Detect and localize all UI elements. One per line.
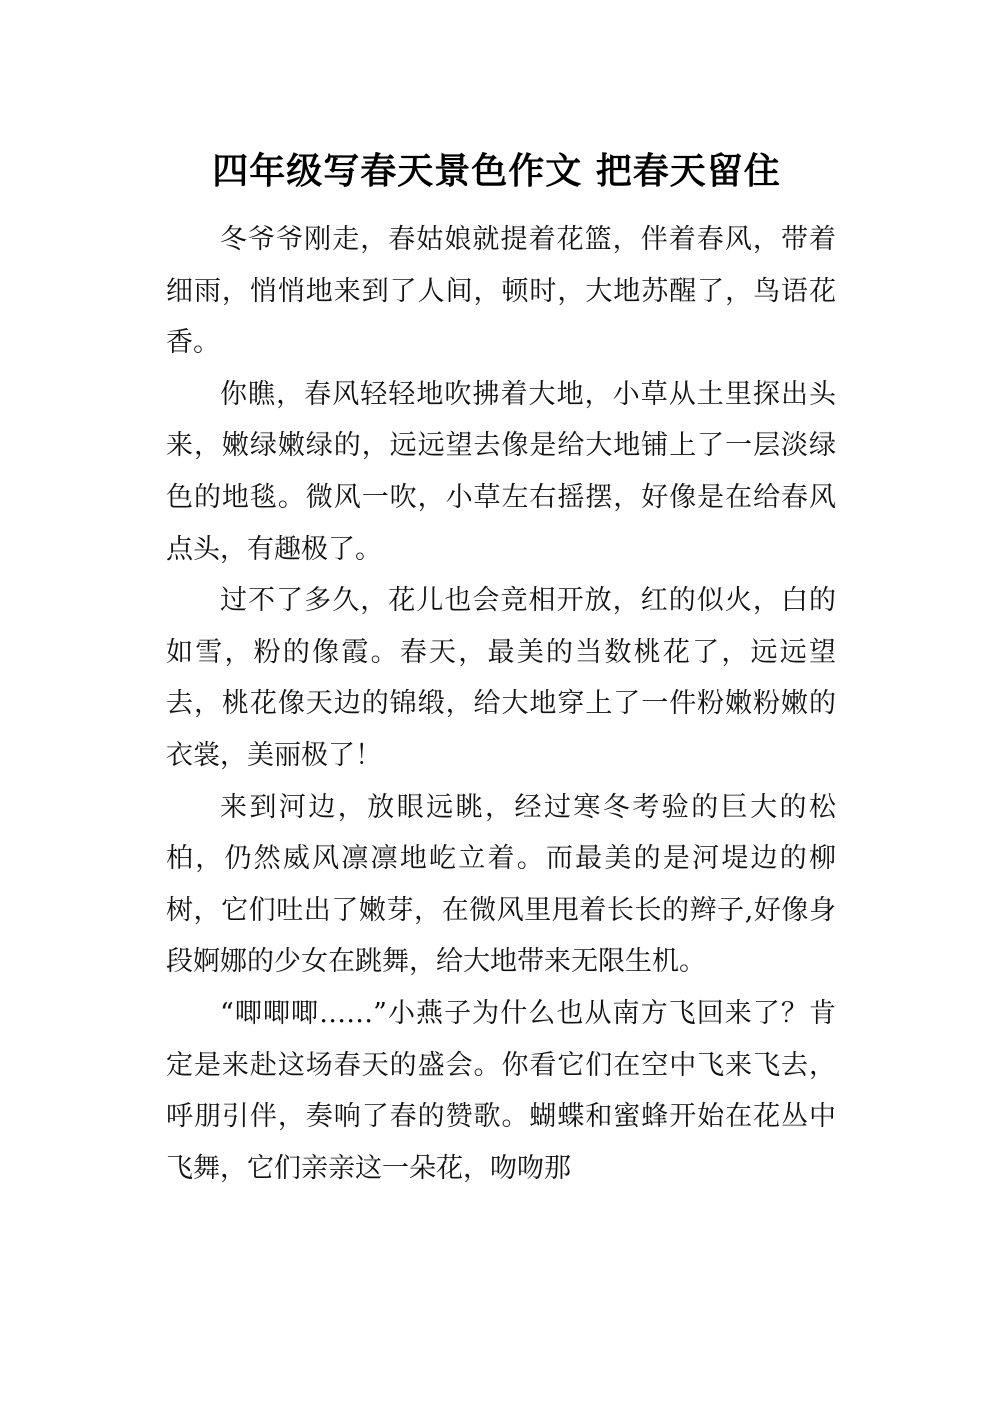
paragraph-2: 你瞧，春风轻轻地吹拂着大地，小草从土里探出头来，嫩绿嫩绿的，远远望去像是给大地铺上了一层淡绿色的地毯。微风一吹，小草左右摇摆，好像是在给春风点头，有趣极了。	[166, 378, 836, 565]
document-title: 四年级写春天景色作文 把春天留住	[212, 151, 781, 193]
paragraph-4: 来到河边，放眼远眺，经过寒冬考验的巨大的松柏，仍然威风凛凛地屹立着。而最美的是河堤边的柳树，它们吐出了嫩芽，在微风里甩着长长的辫子,好像身段婀娜的少女在跳舞，给大地带来无限生机。	[166, 791, 836, 978]
paragraph-5: “唧唧唧……”小燕子为什么也从南方飞回来了？肯定是来赴这场春天的盛会。你看它们在空中飞来飞去，呼朋引伴，奏响了春的赞歌。蝴蝶和蜜蜂开始在花丛中飞舞，它们亲亲这一朵花，吻吻那	[166, 997, 836, 1184]
document-body	[166, 214, 836, 1194]
paragraph-3: 过不了多久，花儿也会竞相开放，红的似火，白的如雪，粉的像霞。春天，最美的当数桃花了，远远望去，桃花像天边的锦缎，给大地穿上了一件粉嫩粉嫩的衣裳，美丽极了！	[166, 585, 836, 771]
paragraph-1: 冬爷爷刚走，春姑娘就提着花篮，伴着春风，带着细雨，悄悄地来到了人间，顿时，大地苏醒了，鸟语花香。	[166, 224, 836, 359]
